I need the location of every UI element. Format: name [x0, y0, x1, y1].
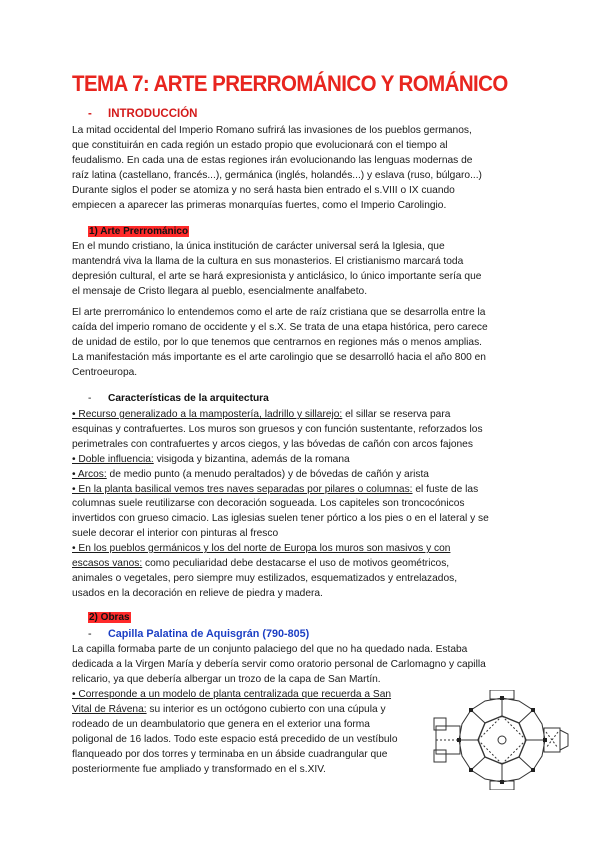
text-line: Vital de Rávena: su interior es un octógono cubierto con una cúpula y [72, 703, 386, 715]
intro-paragraph [72, 124, 532, 213]
bullet-dash: - [88, 108, 92, 120]
text-line: dedicada a la Virgen María y debería servir como oratorio personal de Carlomagno y capilla [72, 658, 486, 670]
characteristics-heading-text: Características de la arquitectura [108, 393, 269, 404]
section-1-heading-text: 1) Arte Prerrománico [89, 226, 189, 237]
bullet-item: • En los pueblos germánicos y los del norte de Europa los muros son masivos y con [72, 543, 451, 555]
text-line: El arte prerrománico lo entendemos como el arte de raíz cristiana que se desarrolla entre la [72, 307, 486, 318]
text-line: posteriormente fue ampliado y transformado en el s.XIV. [72, 763, 326, 775]
text-line: poligonal de 16 lados. Todo este espacio está precedido de un vestíbulo [72, 733, 398, 745]
characteristics-list [72, 408, 532, 602]
text-line: empiecen a aparecer las primeras monarquías fuertes, como el Imperio Carolingio. [72, 199, 447, 211]
section-2-heading [88, 612, 131, 623]
section-2-heading-text: 2) Obras [89, 612, 130, 623]
text-line: flanqueado por dos torres y terminaba en un ábside cuadrangular que [72, 748, 388, 760]
text-line: perimetrales con contrafuertes y arcos ciegos, y las bóvedas de cañón con arcos fajones [72, 438, 473, 450]
bullet-item: • Arcos: de medio punto (a menudo peraltados) y de bóvedas de cañón y arista [72, 468, 429, 480]
text-line: La mitad occidental del Imperio Romano sufrirá las invasiones de los pueblos germanos, [72, 125, 472, 136]
chapel-paragraph-2 [72, 688, 432, 777]
text-line: Centroeuropa. [72, 366, 138, 378]
text-line: La manifestación más importante es el arte carolingio que se desarrolló hacia el año 800 en [72, 351, 486, 363]
text-line: rodeado de un deambulatorio que genera en el exterior una forma [72, 718, 370, 730]
text-line: que constituirán en cada región un estado propio que evolucionará con el tiempo al [72, 139, 448, 151]
characteristics-heading [88, 393, 269, 404]
intro-heading [88, 108, 197, 120]
text-line: En el mundo cristiano, la única institución de carácter universal será la Iglesia, que [72, 241, 445, 252]
text-line: de unidad de estilo, por lo que tenemos que centrarnos en regiones más o menos amplias. [72, 336, 483, 348]
bullet-dash: - [88, 393, 92, 404]
section-1-heading [88, 226, 189, 237]
chapel-heading-text: Capilla Palatina de Aquisgrán (790-805) [108, 628, 310, 640]
text-line: usados en la decoración en relieve de piedra y madera. [72, 587, 323, 599]
section-1-paragraph-1 [72, 240, 532, 300]
floor-plan-drawing-icon [432, 690, 572, 790]
chapel-paragraph-1 [72, 643, 532, 688]
text-line: depresión cultural, el arte se hará expresionista y anticlásico, lo único importante sería que [72, 270, 482, 282]
text-line: invertidos con grueso cimacio. Las iglesias suelen tener pórtico a los pies o en el lateral y se [72, 513, 489, 525]
section-1-paragraph-2 [72, 306, 532, 381]
text-line: animales o vegetales, pero siempre muy estilizados, esquematizados y entrelazados, [72, 572, 458, 584]
text-line: escasos vanos: como peculiaridad debe destacarse el uso de motivos geométricos, [72, 558, 450, 570]
text-line: el mensaje de Cristo llegara al pueblo, esencialmente analfabeto. [72, 285, 368, 297]
text-line: feudalismo. En cada una de estas regiones irán evolucionando las lenguas modernas de [72, 154, 473, 166]
chapel-heading [88, 628, 309, 640]
text-line: La capilla formaba parte de un conjunto palaciego del que no ha quedado nada. Estaba [72, 644, 468, 655]
bullet-item: • Corresponde a un modelo de planta centralizada que recuerda a San [72, 689, 392, 700]
text-line: raíz latina (castellano, francés...), germánica (inglés, holandés...) y eslava (ruso, búlgaro...) [72, 169, 482, 181]
intro-heading-text: INTRODUCCIÓN [108, 108, 198, 120]
bullet-item: • Recurso generalizado a la mampostería, ladrillo y sillarejo: el sillar se reserva para [72, 409, 451, 420]
text-line: mantendrá viva la llama de la cultura en sus monasterios. El cristianismo marcará toda [72, 255, 464, 267]
text-line: caída del imperio romano de occidente y el s.X. Se trata de una etapa histórica, pero carece [72, 321, 488, 333]
bullet-item: • Doble influencia: visigoda y bizantina, además de la romana [72, 453, 350, 465]
text-line: suele decorar el interior con pinturas al fresco [72, 528, 279, 540]
text-line: esquinas y contrafuertes. Los muros son gruesos y con función sustentante, reforzados los [72, 423, 483, 435]
text-line: relicario, ya que debería albergar un trozo de la capa de San Martín. [72, 673, 381, 685]
page-title: TEMA 7: ARTE PRERROMÁNICO Y ROMÁNICO [72, 71, 508, 96]
bullet-dash: - [88, 628, 92, 640]
bullet-item: • En la planta basilical vemos tres naves separadas por pilares o columnas: el fuste de las [72, 483, 479, 495]
text-line: columnas suele reutilizarse con decoración sogueada. Los capiteles son troncocónicos [72, 498, 465, 510]
text-line: Durante siglos el poder se atomiza y no será hasta bien entrado el s.VIII o IX cuando [72, 184, 455, 196]
